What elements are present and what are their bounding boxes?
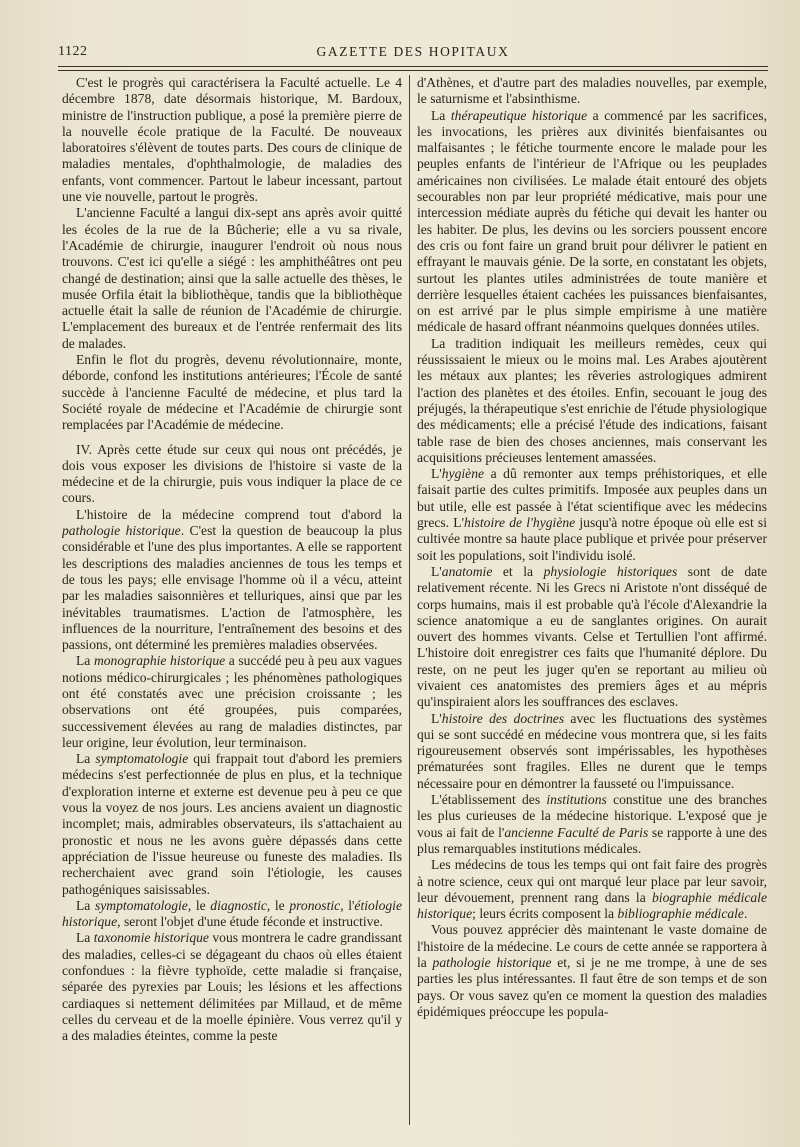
paragraph: L'hygiène a dû remonter aux temps préhistoriques, et elle faisait partie des cultes primitifs. Imposée aux peuples dans un but utile, elle est passée à l'état scientifique avec les médecins grecs. L'histoire de l'hygiène jusqu'à notre époque où elle est si cultivée montre sa haute place publique et privée pour préserver soit les populations, soit l'individu isolé. bbox=[417, 466, 767, 563]
italic-term: pathologie historique bbox=[432, 955, 552, 971]
paragraph: La symptomatologie qui frappait tout d'abord les premiers médecins s'est perfectionnée de plus en plus, et la technique d'exploration interne et externe est devenue peu à peu ce que vous la voyez de nos jours. Les anciens avaient un diagnostic incomplet; mais, admirables observateurs, ils s'attachaient au pronostic et nous ne les avons guère dépassés dans cette appréciation de l'issue heureuse ou funeste des maladies. Ils recherchaient avec grand soin l'étiologie, les causes pathogéniques saisissables. bbox=[62, 751, 402, 897]
italic-term: étiologie historique bbox=[62, 897, 402, 930]
italic-term: monographie historique bbox=[93, 653, 226, 669]
paragraph: L'histoire des doctrines avec les fluctuations des systèmes qui se sont succédé en médecine vous montrera que, si les faits rigoureusement observés sont impérissables, les hypothèses prématurées sont fragiles. Elles ne durent que le temps nécessaire pour en démontrer la fausseté ou l'impuissance. bbox=[417, 710, 767, 791]
italic-term: taxonomie historique bbox=[93, 930, 209, 946]
italic-term: ancienne Faculté de Paris bbox=[504, 824, 649, 840]
right-column bbox=[417, 75, 767, 1135]
paragraph: L'établissement des institutions constitue une des branches les plus curieuses de la médecine historique. L'exposé que je vous ai fait de l'ancienne Faculté de Paris se rapporte à une des plus remarquables institutions médicales. bbox=[417, 792, 767, 856]
italic-term: pronostic bbox=[289, 897, 341, 913]
italic-term: thérapeutique historique bbox=[450, 107, 588, 123]
italic-term: bibliographie médicale bbox=[617, 906, 744, 922]
paragraph: La symptomatologie, le diagnostic, le pronostic, l'étiologie historique, seront l'objet d'une étude féconde et instructive. bbox=[62, 897, 402, 930]
italic-term: biographie médicale historique bbox=[417, 889, 767, 922]
italic-term: hygiène bbox=[441, 466, 485, 482]
italic-term: diagnostic bbox=[210, 897, 267, 913]
italic-term: symptomatologie bbox=[94, 897, 188, 913]
paragraph: La thérapeutique historique a commencé par les sacrifices, les invocations, les prières aux divinités bienfaisantes ou malfaisantes ; le fétiche tourmente encore le malade pour les peuples enfants de l'intérieur de l'Afrique ou les peuplades américaines non civilisées. Le malade était entouré des objets secourables non par leur propriété médicative, mais pour une intercession médiate auprès du fétiche qui devait les hanter ou les habiter. De plus, les devins ou les sorciers poussent encore des cris ou font faire un grand bruit pour délivrer le patient en effrayant le mauvais génie. De la sorte, en constatant les objets, surtout les plantes utiles administrées de toute manière et derrière lesquelles étaient cachées les puissances bienfaisantes, on est arrivé par le plus simple empirisme à une matière médicale de hasard offrant néanmoins quelques données utiles. bbox=[417, 107, 767, 335]
page-header bbox=[58, 44, 768, 64]
italic-term: institutions bbox=[546, 792, 607, 808]
paragraph-continued: d'Athènes, et d'autre part des maladies nouvelles, par exemple, le saturnisme et l'absinthisme. bbox=[417, 75, 767, 107]
paragraph: La monographie historique a succédé peu à peu aux vagues notions médico-chirurgicales ; les phénomènes pathologiques ont été constatés avec une précision croissante ; les observations ont été groupées, puis comparées, successivement élevées au rang de maladies distinctes, par leur origine, leur évolution, leur terminaison. bbox=[62, 653, 402, 750]
italic-term: histoire de l'hygiène bbox=[464, 515, 576, 531]
paragraph: Enfin le flot du progrès, devenu révolutionnaire, monte, déborde, confond les institutions antérieures; l'École de santé succède à l'ancienne Faculté de médecine, et plus tard la Société royale de médecine et l'Académie de chirurgie sont remplacées par l'Académie de médecine. bbox=[62, 352, 402, 433]
paragraph: L'anatomie et la physiologie historiques sont de date relativement récente. Ni les Grecs ni Aristote n'ont disséqué de corps humains, mais il est probable qu'à l'école d'Alexandrie la science anatomique a eu de sanglantes origines. On aurait ouvert des hommes vivants. Celse et Tertullien l'ont affirmé. L'histoire doit enregistrer ces faits que l'humanité déplore. Du reste, on ne peut les juger qu'en se reportant au milieu où vivaient ces anatomistes des premiers âges et au mépris qu'inspiraient alors les souffrances des esclaves. bbox=[417, 563, 767, 710]
left-column bbox=[62, 75, 402, 1135]
italic-term: anatomie bbox=[441, 563, 493, 579]
paragraph: C'est le progrès qui caractérisera la Faculté actuelle. Le 4 décembre 1878, date désormais historique, M. Bardoux, ministre de l'instruction publique, a posé la première pierre de la nouvelle école pratique de la Faculté. De nouveaux laboratoires s'élèvent de toutes parts. Des cours de clinique de maladies mentales, d'ophthalmologie, de maladies des enfants, vont commencer. Partout le labeur incessant, partout une vie nouvelle, partout le progrès. bbox=[62, 75, 402, 205]
paragraph: La taxonomie historique vous montrera le cadre grandissant des maladies, celles-ci se dégageant du chaos où elles étaient confondues : la fièvre typhoïde, cette maladie si française, séparée des pyrexies par Louis; les lésions et les affections cardiaques si nettement délimitées par Millaud, et de même celles du cerveau et de la moelle épinière. Vous verrez qu'il y a des maladies éteintes, comme la peste bbox=[62, 930, 402, 1044]
paragraph: L'ancienne Faculté a langui dix-sept ans après avoir quitté les écoles de la rue de la Bûcherie; elle a vu sa rivale, l'Académie de chirurgie, inaugurer l'endroit où nous nous trouvons. C'est ici qu'elle a siégé : les amphithéâtres ont peu changé de destination; ainsi que la salle actuelle des thèses, le musée Orfila était la bibliothèque, tandis que la bibliothèque actuelle était la salle de réunion de l'Académie de chirurgie. L'emplacement des bureaux et de l'entrée renfermait des lits de malades. bbox=[62, 205, 402, 351]
paragraph: Vous pouvez apprécier dès maintenant le vaste domaine de l'histoire de la médecine. Le cours de cette année se rapportera à la pathologie historique et, si je ne me trompe, à une de ses parties les plus intéressantes. Il faut être de son temps et de son pays. Or vous savez qu'en ce moment la question des maladies épidémiques préoccupe les popula- bbox=[417, 922, 767, 1019]
paragraph: L'histoire de la médecine comprend tout d'abord la pathologie historique. C'est la question de beaucoup la plus considérable et l'une des plus importantes. A elle se rapportent les descriptions des maladies anciennes de tous les temps et de tous les pays; elle envisage l'homme où il a vécu, atteint par les maladies saisonnières et telluriques, ainsi que par les inévitables traumatismes. L'action de l'atmosphère, les influences de la nourriture, l'entraînement des besoins et des passions, ont déterminé les premières maladies observées. bbox=[62, 506, 402, 653]
italic-term: pathologie historique bbox=[62, 523, 181, 539]
header-rule-bottom bbox=[58, 70, 768, 71]
column-divider bbox=[409, 75, 410, 1125]
header-rule-top bbox=[58, 66, 768, 67]
section-paragraph: IV. Après cette étude sur ceux qui nous ont précédés, je dois vous exposer les divisions de l'histoire si vaste de la médecine et de la chirurgie, puis vous indiquer la place de ce cours. bbox=[62, 441, 402, 506]
page-number: 1122 bbox=[58, 44, 88, 59]
italic-term: histoire des doctrines bbox=[441, 710, 565, 726]
italic-term: symptomatologie bbox=[95, 751, 189, 767]
paragraph: Les médecins de tous les temps qui ont fait faire des progrès à notre science, ceux qui ont marqué leur place par leur savoir, leur dévouement, prennent rang dans la biographie médicale historique; leurs écrits composent la bibliographie médicale. bbox=[417, 857, 767, 922]
journal-title: GAZETTE DES HOPITAUX bbox=[316, 44, 510, 59]
italic-term: physiologie historiques bbox=[543, 563, 678, 579]
paragraph: La tradition indiquait les meilleurs remèdes, ceux qui réussissaient le mieux ou le moins mal. Les Arabes ajoutèrent les métaux aux plantes; les rêveries astrologiques admirent l'action des planètes et des étoiles. Enfin, secouant le joug des préjugés, la thérapeutique s'est enrichie de l'étude physiologique des médicaments; elle a précisé l'étude des indications, faisant table rase de bien des choses anciennes, mais conservant les acquisitions précieuses lentement amassées. bbox=[417, 335, 767, 465]
